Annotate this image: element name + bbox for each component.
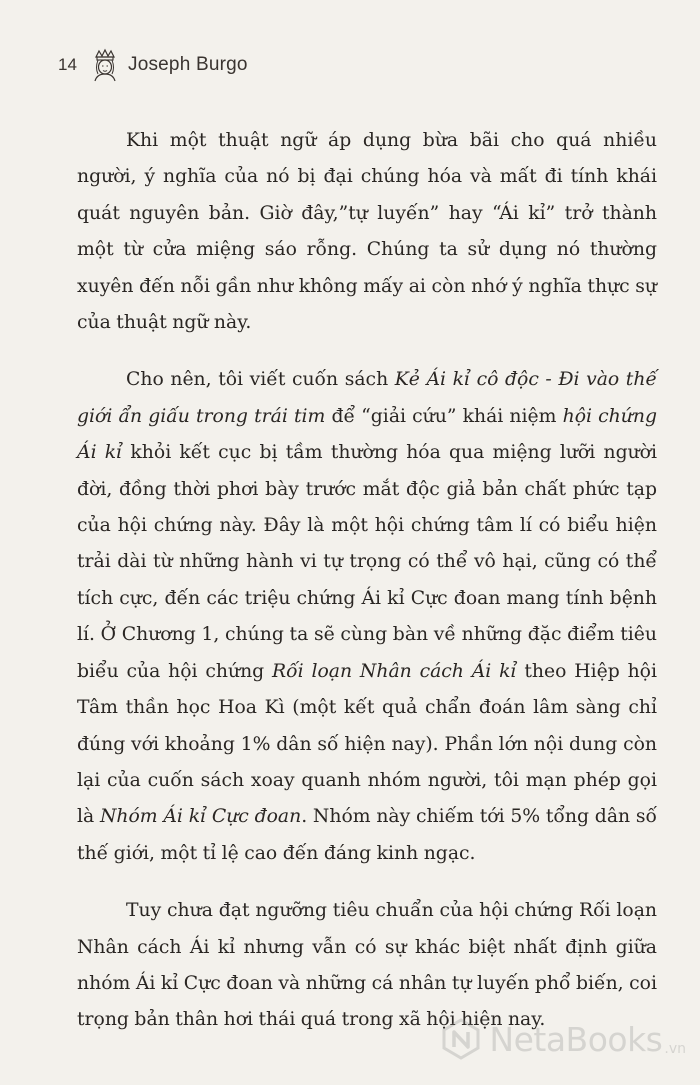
- netabooks-logo-icon: [439, 1017, 483, 1061]
- paragraph: [77, 123, 657, 341]
- watermark-suffix: .vn: [664, 1041, 686, 1057]
- running-header: [58, 48, 248, 82]
- italic-text: Kẻ Ái kỉ cô độc - Đi vào thế giới ẩn giấu trong trái tim: [77, 369, 657, 427]
- body-text: [77, 123, 657, 1060]
- paragraph: [77, 362, 657, 872]
- italic-text: Rối loạn Nhân cách Ái kỉ: [272, 660, 517, 682]
- text-run: khỏi kết cục bị tầm thường hóa qua miệng lưỡi người đời, đồng thời phơi bày trước mắt độc giả bản chất phức tạp của hội chứng này. Đây là một hội chứng tâm lí có biểu hiện trải dài từ những hành vi tự trọng có thể vô hại, cũng có thể tích cực, đến các triệu chứng Ái kỉ Cực đoan mang tính bệnh lí. Ở Chương 1, chúng ta sẽ cùng bàn về những đặc điểm tiêu biểu của hội chứng: [77, 442, 657, 682]
- crowned-head-icon: [92, 48, 118, 82]
- text-run: Tuy chưa đạt ngưỡng tiêu chuẩn của hội chứng Rối loạn Nhân cách Ái kỉ nhưng vẫn có sự khác biệt nhất định giữa nhóm Ái kỉ Cực đoan và những cá nhân tự luyến phổ biến, coi trọng bản thân hơi thái quá trong xã hội hiện nay.: [77, 900, 657, 1031]
- text-run: Cho nên, tôi viết cuốn sách: [126, 369, 395, 391]
- text-run: Khi một thuật ngữ áp dụng bừa bãi cho quá nhiều người, ý nghĩa của nó bị đại chúng hóa và mất đi tính khái quát nguyên bản. Giờ đây,”tự luyến” hay “Ái kỉ” trở thành một từ cửa miệng sáo rỗng. Chúng ta sử dụng nó thường xuyên đến nỗi gần như không mấy ai còn nhớ ý nghĩa thực sự của thuật ngữ này.: [77, 130, 657, 334]
- page-number: 14: [58, 55, 77, 74]
- italic-text: Nhóm Ái kỉ Cực đoan: [99, 806, 302, 828]
- watermark-text: NetaBooks: [489, 1019, 663, 1059]
- watermark: [439, 1017, 686, 1061]
- italic-text: hội chứng Ái kỉ: [77, 405, 657, 464]
- author-name: Joseph Burgo: [128, 54, 248, 75]
- text-run: theo Hiệp hội Tâm thần học Hoa Kì (một kết quả chẩn đoán lâm sàng chỉ đúng với khoảng 1% dân số hiện nay). Phần lớn nội dung còn lại của cuốn sách xoay quanh nhóm người, tôi mạn phép gọi là: [77, 660, 657, 828]
- text-run: để “giải cứu” khái niệm: [325, 405, 563, 427]
- text-run: . Nhóm này chiếm tới 5% tổng dân số thế giới, một tỉ lệ cao đến đáng kinh ngạc.: [77, 806, 657, 864]
